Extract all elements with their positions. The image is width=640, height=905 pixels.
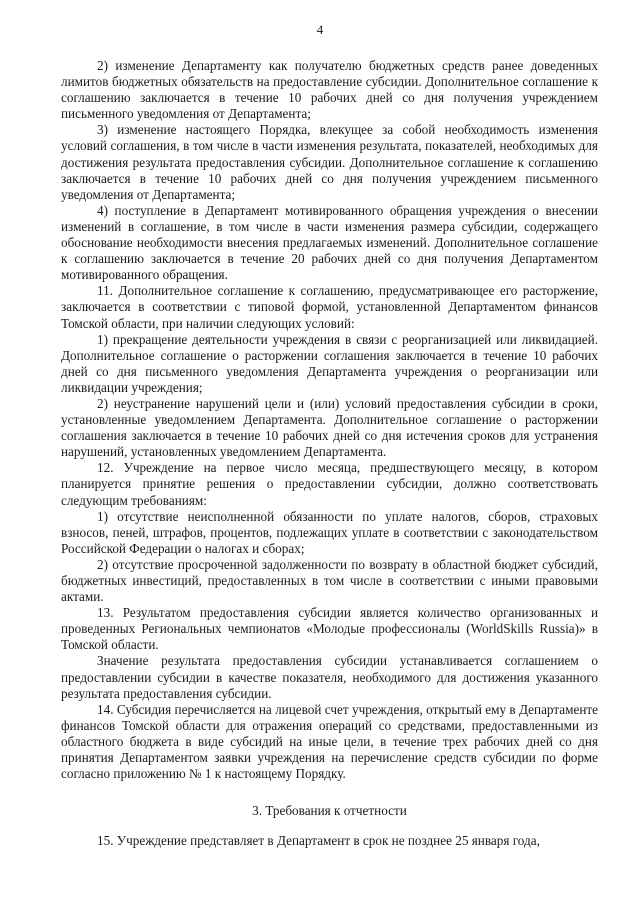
paragraph-clause-12: 12. Учреждение на первое число месяца, предшествующего месяцу, в котором планируется принятие решения о предоставлении субсидии, должно соответствовать следующим требованиям: bbox=[61, 460, 598, 508]
paragraph-item-4: 4) поступление в Департамент мотивированного обращения учреждения о внесении изменений в соглашение, в том числе в части изменения размера субсидии, содержащего обоснование необходимости внесения предлагаемых изменений. Дополнительное соглашение к соглашению заключается в течение 20 рабочих дней со дня получения Департаментом мотивированного обращения. bbox=[61, 202, 598, 283]
document-body bbox=[61, 58, 598, 849]
paragraph-clause-11-item-1: 1) прекращение деятельности учреждения в связи с реорганизацией или ликвидацией. Дополнительное соглашение о расторжении соглашения заключается в течение 10 рабочих дней со дня письменного уведомления Департамента учреждения о реорганизации или ликвидации учреждения; bbox=[61, 331, 598, 395]
paragraph-clause-13-value: Значение результата предоставления субсидии устанавливается соглашением о предоставлении субсидии в качестве показателя, необходимого для достижения указанного результата предоставления субсидии. bbox=[61, 653, 598, 701]
paragraph-clause-13: 13. Результатом предоставления субсидии является количество организованных и проведенных Региональных чемпионатов «Молодые профессионалы (WorldSkills Russia)» в Томской области. bbox=[61, 605, 598, 653]
section-heading: 3. Требования к отчетности bbox=[252, 803, 407, 819]
paragraph-clause-14: 14. Субсидия перечисляется на лицевой счет учреждения, открытый ему в Департаменте финансов Томской области для отражения операций со средствами, предоставленными из областного бюджета в виде субсидий на иные цели, в течение трех рабочих дней со дня принятия Департаментом заявки учреждения на перечисление средств субсидии по форме согласно приложению № 1 к настоящему Порядку. bbox=[61, 701, 598, 782]
paragraph-item-3: 3) изменение настоящего Порядка, влекущее за собой необходимость изменения условий соглашения, в том числе в части изменения результата, показателей, необходимых для достижения результата предоставления субсидии. Дополнительное соглашение к соглашению заключается в течение 10 рабочих дней со дня получения учреждением письменного уведомления от Департамента; bbox=[61, 122, 598, 202]
paragraph-clause-12-item-2: 2) отсутствие просроченной задолженности по возврату в областной бюджет субсидий, бюджетных инвестиций, предоставленных в том числе в соответствии с иными правовыми актами. bbox=[61, 556, 598, 605]
page-number: 4 bbox=[316, 22, 324, 37]
paragraph-clause-11-item-2: 2) неустранение нарушений цели и (или) условий предоставления субсидии в сроки, установленные уведомлением Департамента. Дополнительное соглашение о расторжении соглашения заключается в течение 10 рабочих дней со дня истечения сроков для устранения нарушений, установленных уведомлением Департамента. bbox=[61, 395, 598, 460]
paragraph-clause-12-item-1: 1) отсутствие неисполненной обязанности по уплате налогов, сборов, страховых взносов, пеней, штрафов, процентов, подлежащих уплате в соответствии с законодательством Российской Федерации о налогах и сборах; bbox=[61, 508, 598, 556]
paragraph-clause-15: 15. Учреждение представляет в Департамент в срок не позднее 25 января года, bbox=[97, 833, 540, 849]
paragraph-item-2: 2) изменение Департаменту как получателю бюджетных средств ранее доведенных лимитов бюджетных обязательств на предоставление субсидии. Дополнительное соглашение к соглашению заключается в течение 10 рабочих дней со дня получения учреждением письменного уведомления от Департамента; bbox=[61, 58, 598, 122]
paragraph-clause-11: 11. Дополнительное соглашение к соглашению, предусматривающее его расторжение, заключается в соответствии с типовой формой, установленной Департаментом финансов Томской области, при наличии следующих условий: bbox=[61, 283, 598, 331]
